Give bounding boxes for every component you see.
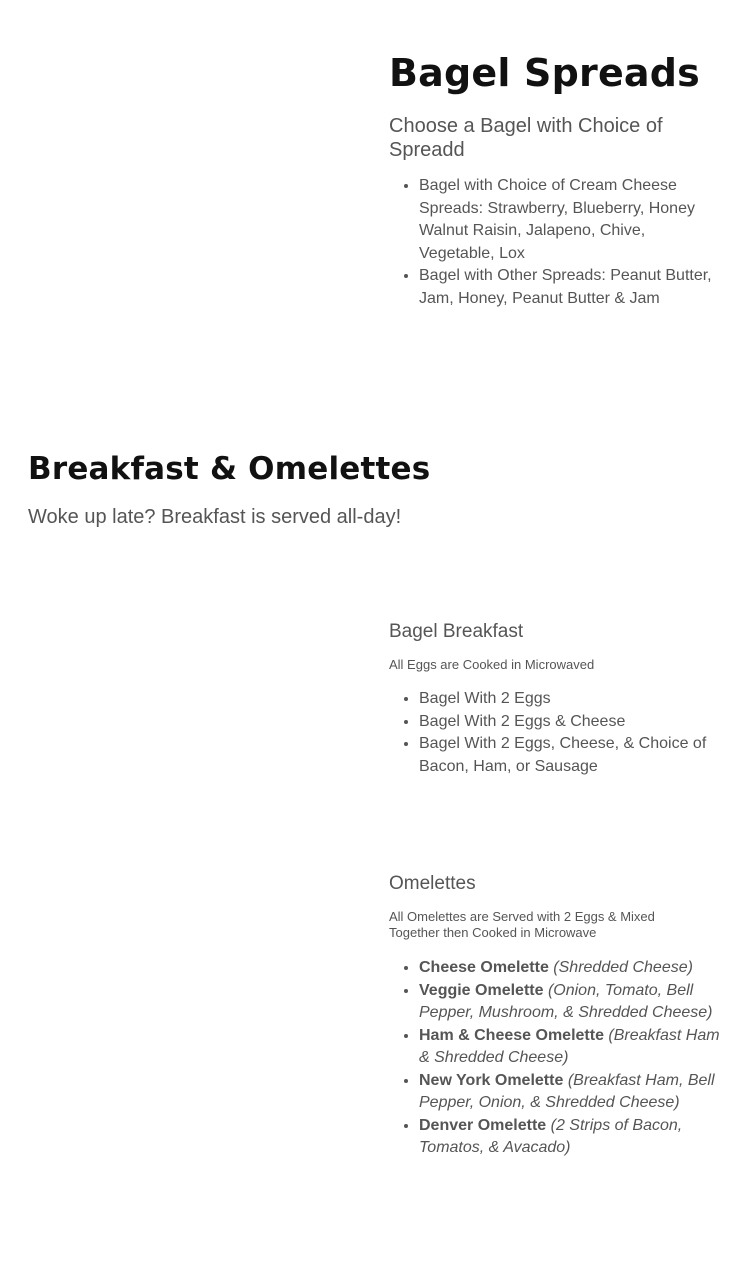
omelettes-note: All Omelettes are Served with 2 Eggs & Mixed Together then Cooked in Microwave (389, 909, 655, 940)
omelette-description: (2 Strips of Bacon, Tomatos, & Avacado) (419, 1116, 683, 1156)
list-item (419, 1025, 731, 1070)
omelette-description: (Onion, Tomato, Bell Pepper, Mushroom, & Shredded Cheese) (419, 981, 713, 1021)
bagel-spreads-title: Bagel Spreads (389, 51, 700, 95)
bagel-spreads-subtitle: Choose a Bagel with Choice of Spreadd (389, 115, 663, 161)
list-item: • Bagel With 2 Eggs, Cheese, & Choice of Bacon, Ham, or Sausage (419, 733, 719, 778)
list-item (419, 980, 731, 1025)
bagel-breakfast-note: All Eggs are Cooked in Microwaved (389, 657, 595, 672)
omelettes-heading: Omelettes (389, 873, 476, 894)
omelette-description: (Breakfast Ham & Shredded Cheese) (419, 1026, 720, 1066)
omelette-name: New York Omelette (419, 1071, 564, 1089)
omelette-description: (Shredded Cheese) (553, 959, 693, 976)
list-item: • Bagel With 2 Eggs & Cheese (419, 711, 719, 734)
list-item (419, 1115, 731, 1160)
omelette-name: Veggie Omelette (419, 981, 544, 999)
bagel-spreads-list (389, 175, 719, 310)
list-item: • Bagel with Choice of Cream Cheese Spreads: Strawberry, Blueberry, Honey Walnut Raisin, Jalapeno, Chive, Vegetable, Lox (419, 175, 719, 265)
bagel-breakfast-list (389, 688, 719, 778)
omelette-name: Cheese Omelette (419, 959, 549, 976)
omelettes-list (389, 957, 731, 1160)
omelette-name: Denver Omelette (419, 1116, 547, 1134)
list-item (419, 957, 731, 980)
breakfast-omelettes-title: Breakfast & Omelettes (28, 451, 431, 487)
omelette-description: (Breakfast Ham, Bell Pepper, Onion, & Shredded Cheese) (419, 1071, 715, 1111)
list-item: • Bagel with Other Spreads: Peanut Butter, Jam, Honey, Peanut Butter & Jam (419, 265, 719, 310)
bagel-breakfast-heading: Bagel Breakfast (389, 621, 524, 642)
omelette-name: Ham & Cheese Omelette (419, 1026, 604, 1044)
breakfast-subtitle: Woke up late? Breakfast is served all-day! (28, 506, 402, 528)
list-item: • Bagel With 2 Eggs (419, 688, 719, 711)
list-item (419, 1070, 731, 1115)
